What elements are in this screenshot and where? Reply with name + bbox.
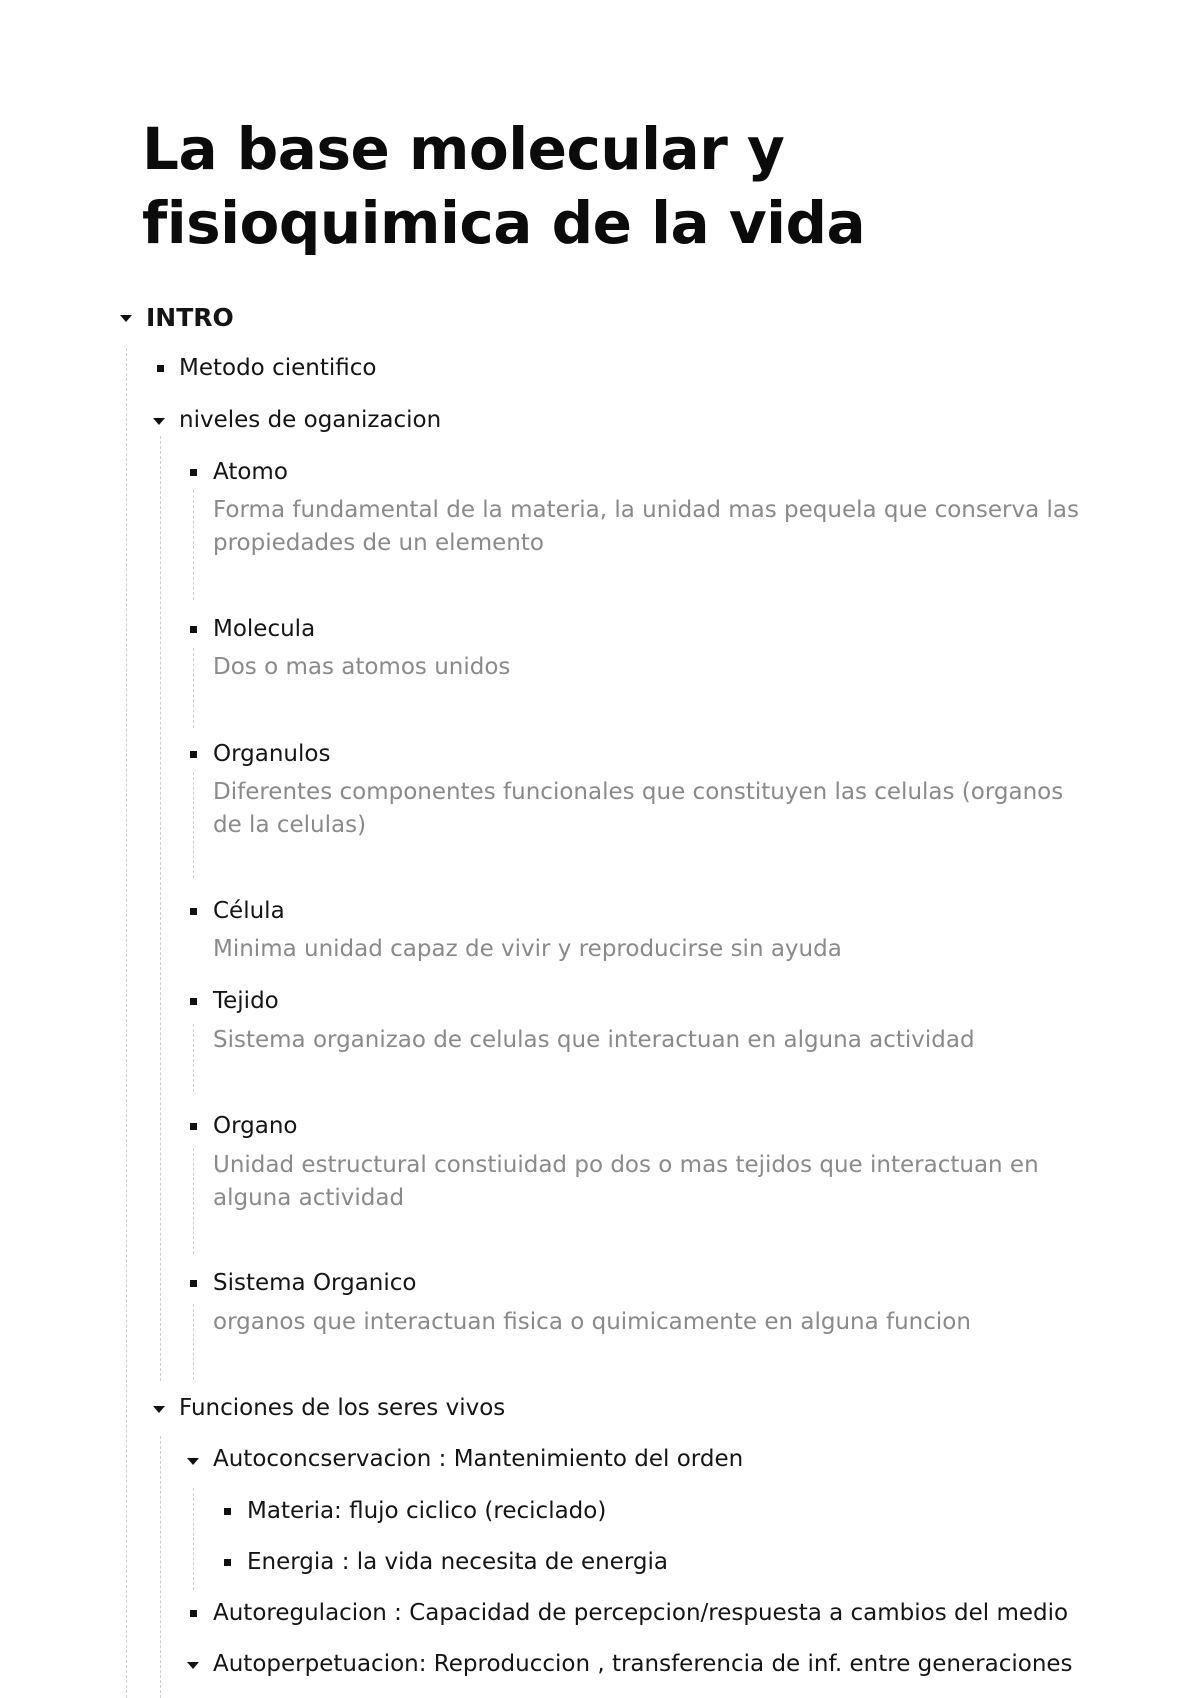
item-description-organulos: Diferentes componentes funcionales que constituyen las celulas (organos de la celulas) — [213, 779, 1064, 838]
item-description-molecula: Dos o mas atomos unidos — [213, 654, 511, 680]
outline-item-organo[interactable]: Organo — [213, 1113, 298, 1139]
outline-item-autoperpetuacion[interactable]: Autoperpetuacion: Reproduccion , transferencia de inf. entre generaciones — [213, 1651, 1073, 1677]
indent-guide-molecula — [193, 648, 194, 728]
indent-guide-organo — [193, 1148, 194, 1254]
outline-item-celula[interactable]: Célula — [213, 898, 285, 924]
indent-guide-tejido — [193, 1024, 194, 1092]
page-title: La base molecular y fisioquimica de la vida — [142, 115, 866, 257]
square-bullet-icon — [190, 1610, 197, 1617]
outline-item-intro[interactable]: INTRO — [146, 303, 234, 332]
square-bullet-icon — [224, 1559, 231, 1566]
triangle-down-icon[interactable] — [120, 315, 132, 322]
item-description-organo: Unidad estructural constiuidad po dos o mas tejidos que interactuan en alguna actividad — [213, 1152, 1039, 1211]
outline-item-organulos[interactable]: Organulos — [213, 741, 331, 767]
outline-item-sistema-organico[interactable]: Sistema Organico — [213, 1270, 417, 1296]
item-description-atomo: Forma fundamental de la materia, la unidad mas pequela que conserva las propiedades de un elemento — [213, 497, 1079, 556]
outline-item-niveles[interactable]: niveles de oganizacion — [179, 407, 442, 433]
outline-item-metodo[interactable]: Metodo cientifico — [179, 355, 377, 381]
outline-item-atomo[interactable]: Atomo — [213, 459, 288, 485]
outline-item-molecula[interactable]: Molecula — [213, 616, 316, 642]
square-bullet-icon — [190, 1280, 197, 1287]
square-bullet-icon — [157, 365, 164, 372]
item-description-celula: Minima unidad capaz de vivir y reproducirse sin ayuda — [213, 936, 842, 962]
indent-guide-intro — [126, 348, 127, 1698]
triangle-down-icon[interactable] — [153, 1406, 165, 1413]
triangle-down-icon[interactable] — [187, 1458, 199, 1465]
item-description-sistema-organico: organos que interactuan fisica o quimicamente en alguna funcion — [213, 1309, 971, 1335]
indent-guide-niveles — [160, 436, 161, 1381]
outline-item-funciones[interactable]: Funciones de los seres vivos — [179, 1395, 506, 1421]
indent-guide-sistema — [193, 1304, 194, 1380]
outline-item-autoconservacion[interactable]: Autoconcservacion : Mantenimiento del orden — [213, 1446, 744, 1472]
square-bullet-icon — [190, 998, 197, 1005]
outline-item-tejido[interactable]: Tejido — [213, 988, 279, 1014]
item-description-tejido: Sistema organizao de celulas que interactuan en alguna actividad — [213, 1027, 975, 1053]
square-bullet-icon — [190, 626, 197, 633]
indent-guide-atomo — [193, 490, 194, 600]
triangle-down-icon[interactable] — [153, 418, 165, 425]
outline-item-energia[interactable]: Energia : la vida necesita de energia — [247, 1549, 668, 1575]
indent-guide-funciones — [160, 1436, 161, 1698]
indent-guide-autoconservacion — [193, 1488, 194, 1590]
square-bullet-icon — [224, 1508, 231, 1515]
square-bullet-icon — [190, 1123, 197, 1130]
outline-item-materia[interactable]: Materia: flujo ciclico (reciclado) — [247, 1498, 607, 1524]
square-bullet-icon — [190, 908, 197, 915]
triangle-down-icon[interactable] — [187, 1662, 199, 1669]
square-bullet-icon — [190, 751, 197, 758]
square-bullet-icon — [190, 469, 197, 476]
indent-guide-organulos — [193, 772, 194, 878]
outline-item-autoregulacion[interactable]: Autoregulacion : Capacidad de percepcion/respuesta a cambios del medio — [213, 1600, 1069, 1626]
